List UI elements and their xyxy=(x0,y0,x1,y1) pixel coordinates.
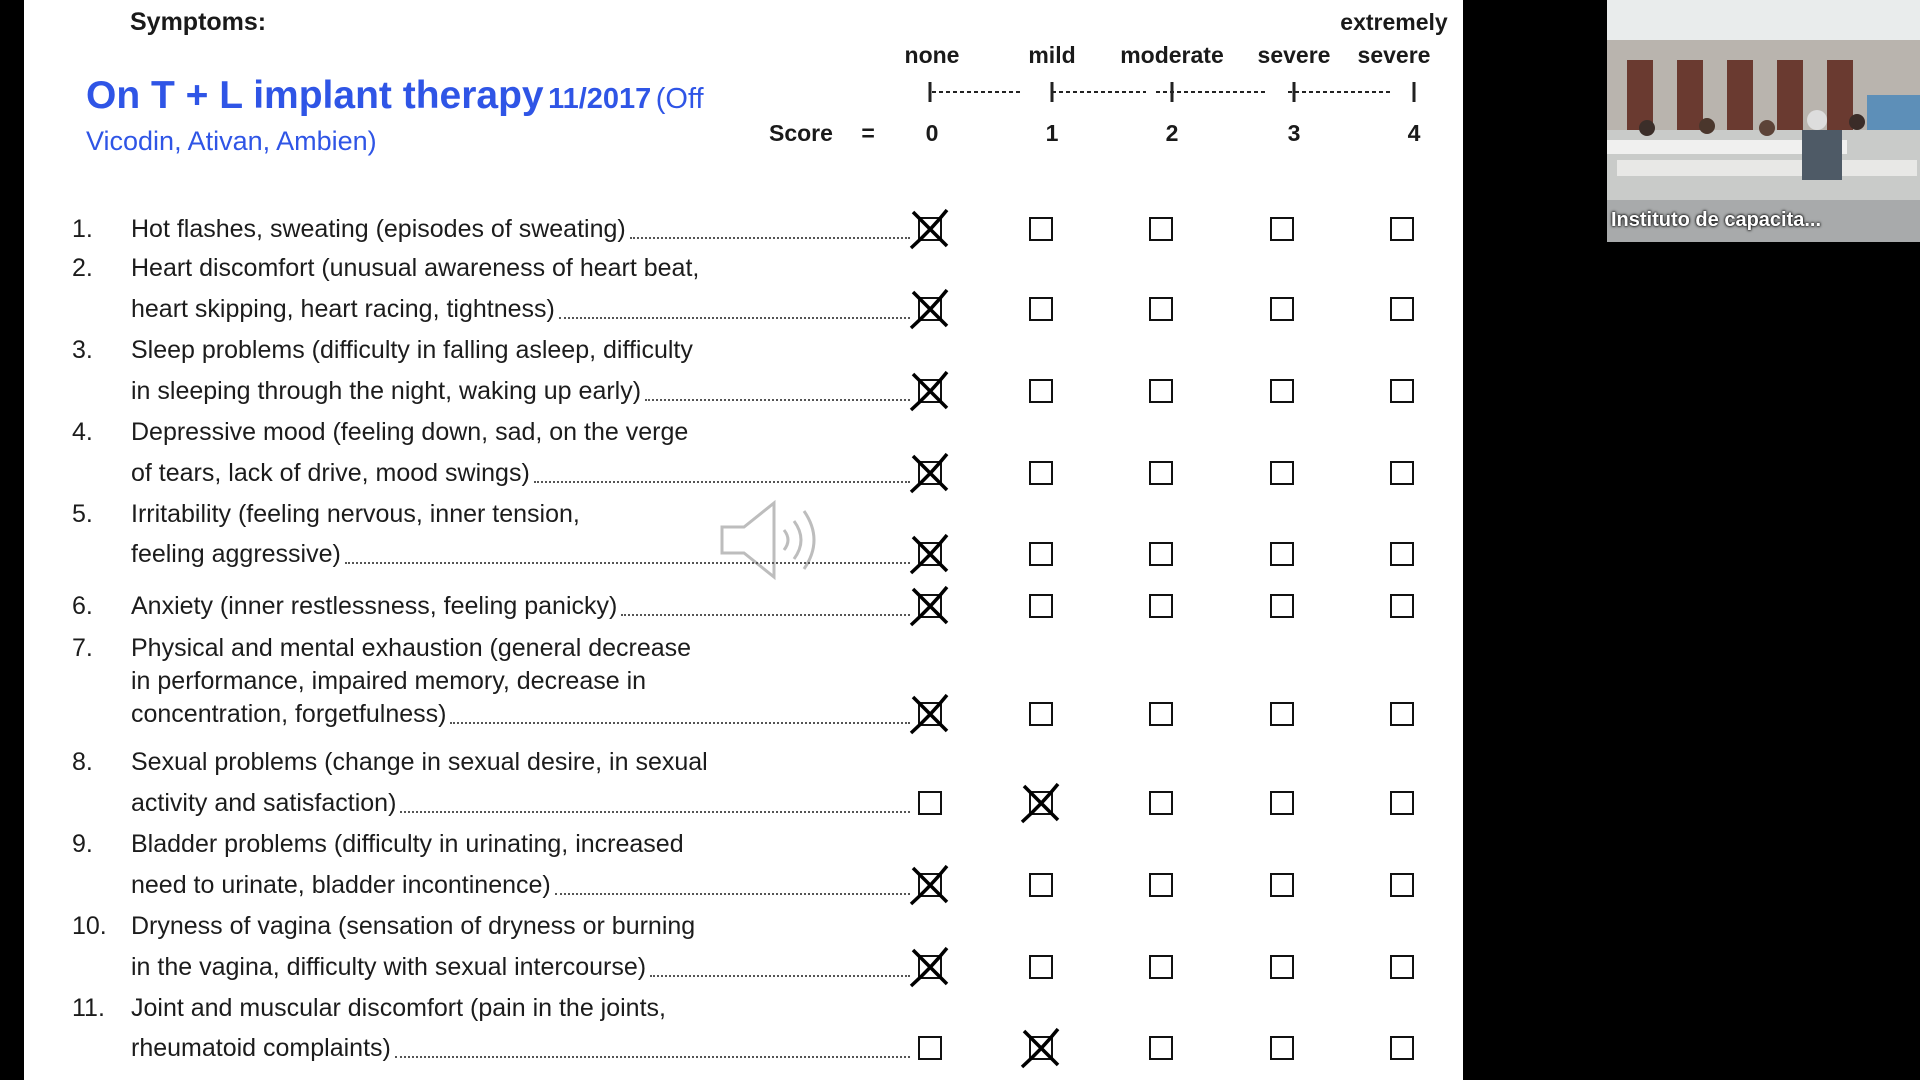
speaker-icon[interactable] xyxy=(714,495,824,585)
leader-dots xyxy=(400,811,910,813)
item-number: 2. xyxy=(72,254,93,282)
checkbox-icon[interactable] xyxy=(1270,955,1294,979)
checkbox-icon[interactable] xyxy=(918,791,942,815)
checkbox-icon[interactable] xyxy=(1270,594,1294,618)
checkbox-icon[interactable] xyxy=(1149,594,1173,618)
leader-dots xyxy=(650,975,910,977)
x-mark-icon xyxy=(907,206,953,252)
item-text-line: rheumatoid complaints) xyxy=(131,1034,391,1062)
score-1: 1 xyxy=(1045,120,1059,146)
item-number: 7. xyxy=(72,634,93,662)
severity-extremely: extremely xyxy=(1340,9,1448,35)
item-text-line: need to urinate, bladder incontinence) xyxy=(131,871,551,899)
score-0: 0 xyxy=(925,120,939,146)
item-text-line: concentration, forgetfulness) xyxy=(131,700,447,728)
leader-dots xyxy=(559,317,910,319)
x-mark-icon xyxy=(907,531,953,577)
checkbox-icon[interactable] xyxy=(1149,461,1173,485)
checkbox-icon[interactable] xyxy=(1270,1036,1294,1060)
checkbox-icon[interactable] xyxy=(1390,542,1414,566)
checkbox-icon[interactable] xyxy=(1390,379,1414,403)
x-mark-icon xyxy=(907,862,953,908)
checkbox-icon[interactable] xyxy=(1270,702,1294,726)
score-3: 3 xyxy=(1287,120,1301,146)
severity-severe: severe xyxy=(1257,42,1331,68)
x-mark-icon xyxy=(1018,780,1064,826)
x-mark-icon xyxy=(907,450,953,496)
leader-dots xyxy=(621,614,910,616)
checkbox-icon[interactable] xyxy=(1270,461,1294,485)
checkbox-icon[interactable] xyxy=(1390,791,1414,815)
checkbox-icon[interactable] xyxy=(1390,955,1414,979)
checkbox-icon[interactable] xyxy=(1390,702,1414,726)
item-number: 11. xyxy=(72,994,105,1022)
item-text-line: Joint and muscular discomfort (pain in the joints, xyxy=(131,994,666,1022)
conference-room-image xyxy=(1607,0,1920,242)
item-text-line: in the vagina, difficulty with sexual intercourse) xyxy=(131,953,647,981)
checkbox-icon[interactable] xyxy=(1270,297,1294,321)
therapy-off: (Off xyxy=(655,83,704,115)
item-text-line: of tears, lack of drive, mood swings) xyxy=(131,459,530,487)
checkbox-icon[interactable] xyxy=(1149,379,1173,403)
item-text-line: Sleep problems (difficulty in falling asleep, difficulty xyxy=(131,336,693,364)
checkbox-icon[interactable] xyxy=(1390,1036,1414,1060)
x-mark-icon xyxy=(907,583,953,629)
checkbox-icon[interactable] xyxy=(1270,379,1294,403)
therapy-heading xyxy=(86,74,704,118)
item-number: 6. xyxy=(72,592,93,620)
item-text-line: Heart discomfort (unusual awareness of heart beat, xyxy=(131,254,700,282)
scale-ruler xyxy=(904,80,1444,102)
item-text-line: in sleeping through the night, waking up early) xyxy=(131,377,642,405)
checkbox-icon[interactable] xyxy=(1270,791,1294,815)
checkbox-icon[interactable] xyxy=(1149,791,1173,815)
leader-dots xyxy=(345,562,910,564)
severity-moderate: moderate xyxy=(1120,42,1224,68)
checkbox-icon[interactable] xyxy=(1029,297,1053,321)
severity-mild: mild xyxy=(1028,42,1076,68)
shared-slide xyxy=(24,0,1463,1080)
symptoms-title: Symptoms: xyxy=(130,8,267,36)
item-text-line: Bladder problems (difficulty in urinating, increased xyxy=(131,830,684,858)
severity-extremely-severe: severe xyxy=(1357,42,1431,68)
checkbox-icon[interactable] xyxy=(1149,955,1173,979)
x-mark-icon xyxy=(1018,1025,1064,1071)
score-label-text: Score xyxy=(769,120,833,146)
therapy-date: 11/2017 xyxy=(548,83,652,115)
checkbox-icon[interactable] xyxy=(1149,217,1173,241)
item-text-line: in performance, impaired memory, decrease in xyxy=(131,667,647,695)
checkbox-icon[interactable] xyxy=(1029,379,1053,403)
x-mark-icon xyxy=(907,944,953,990)
item-number: 8. xyxy=(72,748,93,776)
checkbox-icon[interactable] xyxy=(1390,461,1414,485)
item-number: 1. xyxy=(72,215,93,243)
leader-dots xyxy=(630,237,910,239)
leader-dots xyxy=(395,1056,910,1058)
item-text-line: Anxiety (inner restlessness, feeling panicky) xyxy=(131,592,618,620)
score-2: 2 xyxy=(1165,120,1179,146)
item-text-line: Sexual problems (change in sexual desire, in sexual xyxy=(131,748,708,776)
item-number: 3. xyxy=(72,336,93,364)
leader-dots xyxy=(555,893,910,895)
participant-name: Instituto de capacita... xyxy=(1611,209,1822,231)
item-number: 4. xyxy=(72,418,93,446)
item-text-line: Irritability (feeling nervous, inner tension, xyxy=(131,500,580,528)
checkbox-icon[interactable] xyxy=(1149,873,1173,897)
checkbox-icon[interactable] xyxy=(1149,542,1173,566)
checkbox-icon[interactable] xyxy=(1390,297,1414,321)
checkbox-icon[interactable] xyxy=(1029,594,1053,618)
checkbox-icon[interactable] xyxy=(1390,594,1414,618)
item-text-line: Hot flashes, sweating (episodes of sweating) xyxy=(131,215,626,243)
checkbox-icon[interactable] xyxy=(1390,873,1414,897)
checkbox-icon[interactable] xyxy=(1149,702,1173,726)
checkbox-icon[interactable] xyxy=(1149,1036,1173,1060)
leader-dots xyxy=(645,399,910,401)
score-label xyxy=(769,120,875,147)
checkbox-icon[interactable] xyxy=(1029,542,1053,566)
score-4: 4 xyxy=(1407,120,1421,146)
item-text-line: activity and satisfaction) xyxy=(131,789,397,817)
item-text-line: Depressive mood (feeling down, sad, on the verge xyxy=(131,418,689,446)
checkbox-icon[interactable] xyxy=(1149,297,1173,321)
leader-dots xyxy=(450,722,910,724)
checkbox-icon[interactable] xyxy=(1029,702,1053,726)
score-equals: = xyxy=(861,120,875,146)
therapy-main: On T + L implant therapy xyxy=(86,74,544,117)
x-mark-icon xyxy=(907,691,953,737)
checkbox-icon[interactable] xyxy=(1270,873,1294,897)
therapy-drugs: Vicodin, Ativan, Ambien) xyxy=(86,126,377,156)
item-text-line: Dryness of vagina (sensation of dryness or burning xyxy=(131,912,696,940)
checkbox-icon[interactable] xyxy=(1029,873,1053,897)
checkbox-icon[interactable] xyxy=(1029,461,1053,485)
checkbox-icon[interactable] xyxy=(1029,955,1053,979)
x-mark-icon xyxy=(907,368,953,414)
item-number: 9. xyxy=(72,830,93,858)
item-text-line: Physical and mental exhaustion (general decrease xyxy=(131,634,692,662)
severity-none: none xyxy=(904,42,960,68)
item-text-line: feeling aggressive) xyxy=(131,540,341,568)
item-number: 5. xyxy=(72,500,93,528)
checkbox-icon[interactable] xyxy=(1029,217,1053,241)
item-number: 10. xyxy=(72,912,107,940)
checkbox-icon[interactable] xyxy=(1270,217,1294,241)
participant-video-tile[interactable] xyxy=(1607,0,1920,242)
checkbox-icon[interactable] xyxy=(1390,217,1414,241)
checkbox-icon[interactable] xyxy=(918,1036,942,1060)
item-text-line: heart skipping, heart racing, tightness) xyxy=(131,295,555,323)
checkbox-icon[interactable] xyxy=(1270,542,1294,566)
leader-dots xyxy=(534,481,910,483)
x-mark-icon xyxy=(907,286,953,332)
